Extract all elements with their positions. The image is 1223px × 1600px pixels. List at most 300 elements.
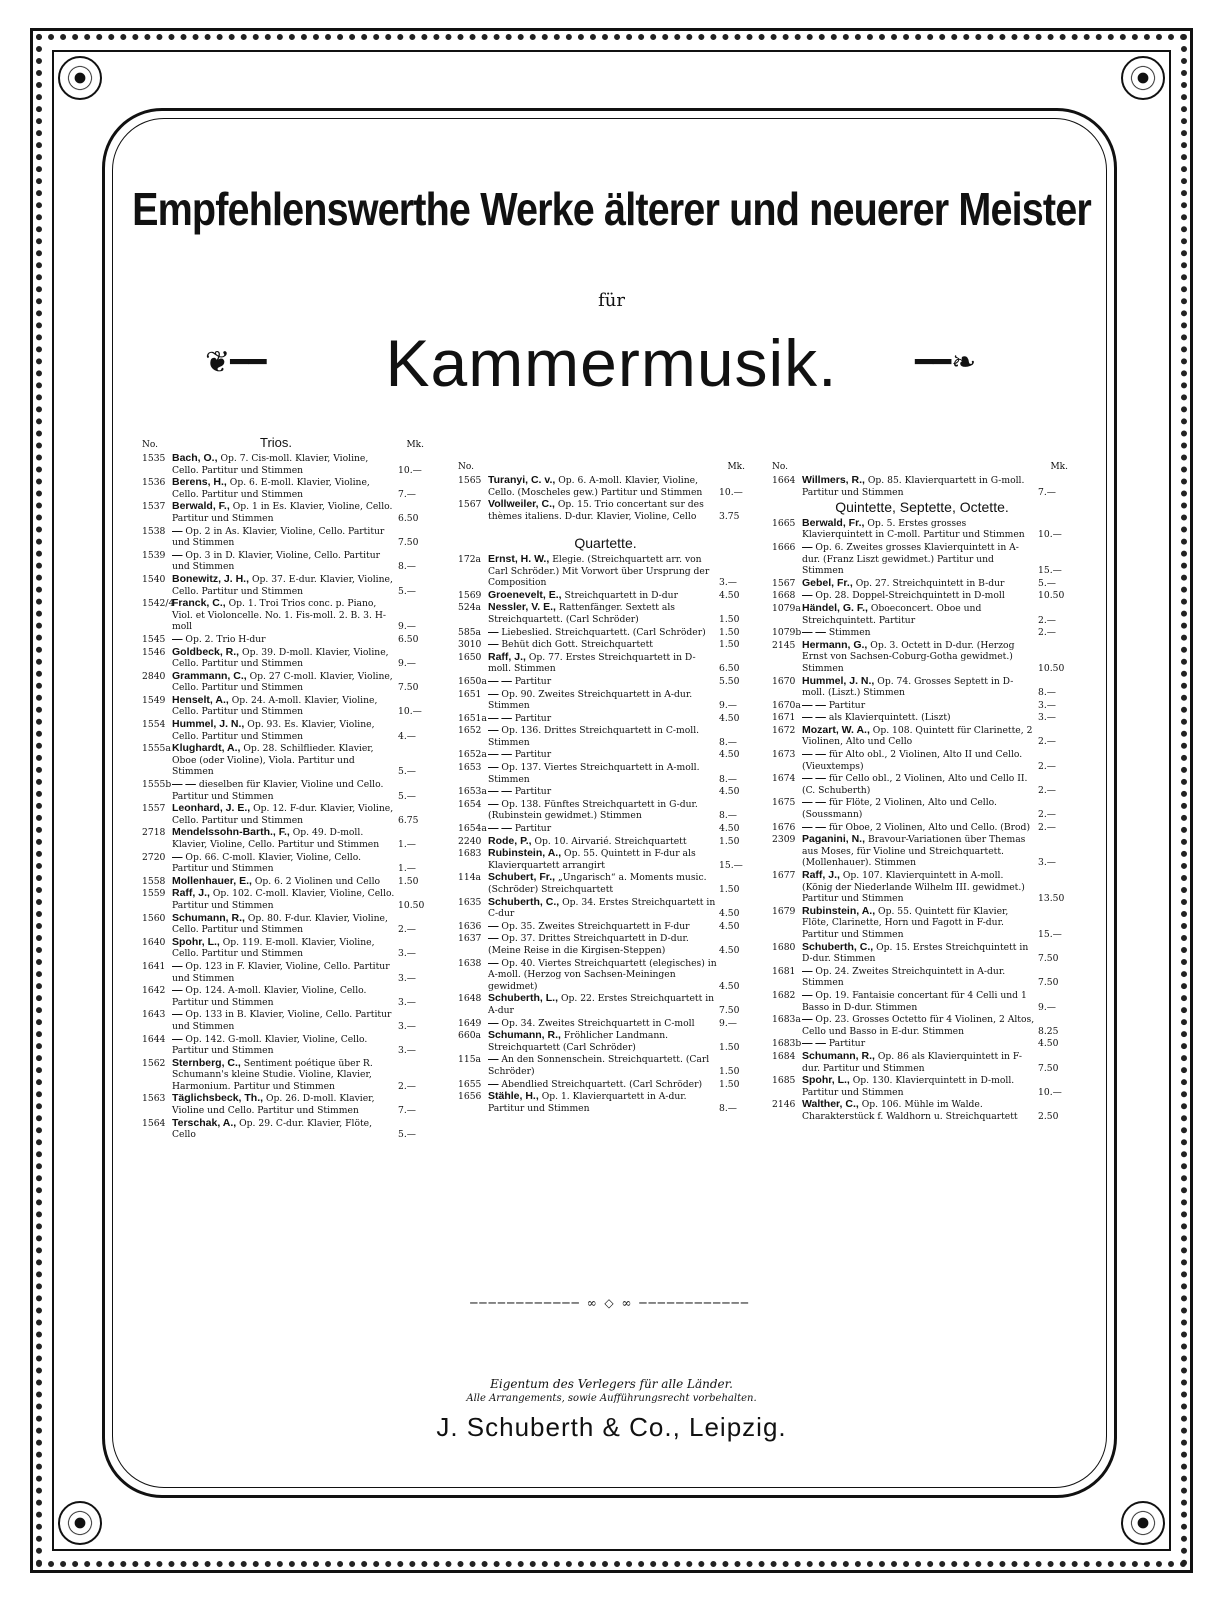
entry-number: 1549: [142, 694, 166, 706]
composer-name: —: [172, 959, 183, 972]
work-description: „Ungarisch“ a. Moments music. (Schröder) Streichquartett: [488, 872, 707, 895]
composer-name: Schumann, R.,: [802, 1049, 875, 1062]
price: 1.—: [398, 839, 416, 850]
price: 4.50: [719, 786, 740, 798]
catalog-entry: [772, 590, 1072, 602]
work-description: Op. 40. Viertes Streichquartett (elegisches) in A-moll. (Herzog von Sachsen-Meiningen gewidmet): [488, 957, 717, 992]
price: 2.—: [1038, 821, 1056, 833]
catalog-list: [458, 554, 753, 1114]
corner-rosette-icon: [58, 1501, 102, 1545]
entry-number: 1683b: [772, 1038, 802, 1050]
composer-name: Rode, P.,: [488, 834, 532, 847]
catalog-entry: [142, 1009, 432, 1032]
price: 10.—: [1038, 529, 1062, 541]
entry-number: 660a: [458, 1030, 482, 1042]
price: 1.50: [398, 875, 419, 887]
entry-number: 1670: [772, 675, 796, 687]
entry-number: 1641: [142, 960, 166, 972]
entry-number: 1677: [772, 870, 796, 881]
catalog-entry: [458, 1018, 753, 1030]
composer-name: —: [488, 1053, 499, 1066]
catalog-entry: [772, 906, 1072, 941]
floral-ornament-icon: ❦━━: [205, 345, 267, 380]
composer-name: —: [172, 1032, 183, 1045]
composer-name: Schuberth, L.,: [488, 992, 559, 1005]
entry-number: 2840: [142, 670, 166, 682]
price: 7.—: [398, 488, 416, 500]
price: 15.—: [719, 859, 743, 871]
composer-name: — —: [802, 748, 826, 761]
work-description: Op. 55. Quintett in F-dur als Klavierquartett arrangirt: [488, 848, 696, 871]
price: 1.—: [398, 863, 416, 875]
work-description: Op. 49. D-moll. Klavier, Violine, Cello. Partitur und Stimmen: [172, 827, 380, 850]
section-title: Quintette, Septette, Octette.: [835, 499, 1009, 516]
composer-name: — —: [802, 1037, 826, 1050]
price: 7.—: [398, 1105, 416, 1117]
composer-name: Vollweiler, C.,: [488, 498, 555, 511]
composer-name: Bonewitz, J. H.,: [172, 572, 250, 585]
work-description: Op. 34. Zweites Streichquartett in C-moll: [501, 1017, 695, 1029]
work-description: Op. 37. Drittes Streichquartett in D-dur. (Meine Reise in die Kirgisen-Steppen): [488, 933, 689, 956]
composer-name: — —: [802, 626, 826, 639]
composer-name: Gebel, Fr.,: [802, 576, 853, 589]
composer-name: Walther, C.,: [802, 1098, 859, 1111]
catalog-entry: [458, 921, 753, 933]
entry-number: 1649: [458, 1017, 482, 1029]
entry-number: 2309: [772, 834, 796, 846]
price: 10.—: [719, 486, 743, 498]
price: 1.50: [719, 835, 740, 847]
price: 10.50: [398, 899, 425, 911]
entry-number: 2145: [772, 639, 796, 651]
composer-name: Raff, J.,: [172, 887, 210, 900]
composer-name: —: [172, 984, 183, 997]
price: 2.—: [1038, 736, 1056, 748]
entry-number: 1558: [142, 875, 166, 887]
entry-number: 1654a: [458, 823, 487, 835]
catalog-entry: [142, 574, 432, 597]
work-description: Op. 108. Quintett für Clarinette, 2 Violinen, Alto und Cello: [802, 724, 1033, 748]
price: 5.—: [398, 585, 416, 597]
composer-name: — —: [488, 822, 512, 835]
price: 4.50: [719, 589, 740, 601]
price: 10.50: [1038, 590, 1065, 602]
catalog-entry: [772, 797, 1072, 820]
fuer-label: für: [598, 290, 625, 311]
work-description: Bravour-Variationen über Themas aus Moses, für Violine und Streichquartett. (Mollenhauer). Stimmen: [802, 834, 1026, 869]
composer-name: Leonhard, J. E.,: [172, 802, 251, 815]
composer-name: Henselt, A.,: [172, 693, 229, 706]
catalog-entry: [772, 1051, 1072, 1074]
work-description: Partitur: [514, 749, 552, 761]
catalog-entry: [458, 799, 753, 822]
composer-name: —: [488, 956, 499, 969]
entry-number: 2146: [772, 1099, 796, 1111]
work-description: Op. 39. D-moll. Klavier, Violine, Cello. Partitur und Stimmen: [172, 646, 389, 670]
work-description: Op. 24. Zweites Streichquintett in A-dur. Stimmen: [802, 965, 1006, 989]
composer-name: — —: [802, 772, 826, 785]
work-description: Op. 136. Drittes Streichquartett in C-moll. Stimmen: [488, 725, 700, 748]
composer-name: Rubinstein, A.,: [802, 904, 876, 917]
catalog-entry: [142, 634, 432, 646]
composer-name: Rubinstein, A.,: [488, 847, 562, 860]
price: 4.50: [719, 908, 740, 920]
catalog-entry: [142, 961, 432, 984]
catalog-entry: [458, 627, 753, 639]
price: 1.50: [719, 884, 740, 895]
composer-name: Schuberth, C.,: [488, 895, 560, 908]
catalog-entry: [458, 602, 753, 625]
entry-number: 1648: [458, 993, 482, 1005]
work-description: Op. 119. E-moll. Klavier, Violine, Cello. Partitur und Stimmen: [172, 936, 375, 960]
entry-number: 1567: [772, 577, 796, 589]
price: 9.—: [398, 621, 416, 633]
catalog-entry: [142, 1118, 432, 1141]
entry-number: 1079b: [772, 627, 802, 639]
composer-name: Grammann, C.,: [172, 669, 247, 682]
price: 7.50: [1038, 953, 1059, 965]
composer-name: Hermann, G.,: [802, 638, 868, 651]
catalog-entry: [458, 652, 753, 675]
entry-number: 1635: [458, 896, 482, 908]
entry-number: 1536: [142, 477, 166, 489]
catalog-entry: [142, 803, 432, 826]
entry-number: 1672: [772, 724, 796, 736]
work-description: Op. 1. Klavierquartett in A-dur. Partitur und Stimmen: [488, 1091, 687, 1114]
work-description: Op. 123 in F. Klavier, Violine, Cello. Partitur und Stimmen: [172, 960, 390, 984]
composer-name: —: [488, 724, 499, 737]
catalog-entry: [142, 827, 432, 850]
composer-name: — —: [488, 674, 512, 687]
composer-name: —: [802, 1013, 813, 1026]
price: 13.50: [1038, 893, 1065, 905]
price: 10.50: [1038, 662, 1065, 674]
entry-number: 1684: [772, 1050, 796, 1062]
catalog-entry: [772, 640, 1072, 675]
price: 9.—: [1038, 1001, 1056, 1013]
work-description: Op. 28. Doppel-Streichquintett in D-moll: [815, 590, 1005, 602]
entry-number: 172a: [458, 553, 482, 565]
entry-number: 1665: [772, 517, 796, 529]
work-description: Partitur: [514, 786, 552, 798]
work-description: Op. 1 in Es. Klavier, Violine, Cello. Partitur und Stimmen: [172, 501, 393, 524]
entry-number: 1545: [142, 633, 166, 645]
work-description: Stimmen: [828, 627, 871, 639]
composer-name: Willmers, R.,: [802, 474, 865, 486]
entry-number: 1679: [772, 905, 796, 917]
composer-name: Ernst, H. W.,: [488, 552, 550, 565]
catalog-entry: [142, 985, 432, 1008]
work-description: An den Sonnenschein. Streichquartett. (Carl Schröder): [488, 1054, 710, 1077]
work-description: Op. 37. E-dur. Klavier, Violine, Cello. Partitur und Stimmen: [172, 573, 393, 597]
corner-rosette-icon: [58, 56, 102, 100]
catalog-entry: [458, 1079, 753, 1091]
work-description: Op. 2 in As. Klavier, Violine, Cello. Partitur und Stimmen: [172, 525, 385, 549]
price: 3.—: [1038, 699, 1056, 711]
catalog-entry: [458, 689, 753, 712]
work-description: Op. 142. G-moll. Klavier, Violine, Cello. Partitur und Stimmen: [172, 1033, 368, 1057]
composer-name: —: [172, 548, 183, 561]
composer-name: Mozart, W. A.,: [802, 723, 870, 736]
work-description: Op. 2. Trio H-dur: [185, 633, 266, 645]
composer-name: Bach, O.,: [172, 452, 218, 464]
floral-ornament-icon: ━━❧: [915, 345, 977, 380]
price: 5.—: [398, 790, 416, 802]
price: 8.—: [1038, 687, 1056, 699]
section-title: Trios.: [260, 435, 293, 450]
price: 7.50: [1038, 977, 1059, 989]
work-description: Op. 15. Erstes Streichquintett in D-dur. Stimmen: [802, 941, 1029, 965]
work-description: Op. 85. Klavierquartett in G-moll. Partitur und Stimmen: [802, 475, 1025, 498]
composer-name: Paganini, N.,: [802, 833, 866, 846]
mk-label: Mk.: [727, 462, 745, 472]
catalog-entry: [458, 749, 753, 761]
catalog-entry: [142, 598, 432, 633]
catalog-entry: [458, 554, 753, 589]
column-trios: [142, 435, 432, 1142]
work-description: Op. 124. A-moll. Klavier, Violine, Cello. Partitur und Stimmen: [172, 985, 367, 1008]
price: 1.50: [719, 613, 740, 625]
price: 8.—: [719, 810, 737, 822]
work-description: Partitur: [514, 675, 552, 687]
price: 2.—: [1038, 784, 1056, 796]
catalog-entry: [142, 779, 432, 802]
entry-number: 1538: [142, 525, 166, 537]
price: 15.—: [1038, 928, 1062, 940]
catalog-entry: [458, 872, 753, 895]
work-description: Fröhlicher Landmann. Streichquartett (Carl Schröder): [488, 1030, 669, 1053]
work-description: Op. 26. D-moll. Klavier, Violine und Cello. Partitur und Stimmen: [172, 1093, 375, 1117]
catalog-entry: [772, 542, 1072, 577]
price: 2.50: [1038, 1110, 1059, 1122]
composer-name: —: [488, 1077, 499, 1090]
price: 2.—: [1038, 809, 1056, 821]
work-description: Rattenfänger. Sextett als Streichquartett. (Carl Schröder): [488, 602, 676, 625]
catalog-entry: [458, 762, 753, 785]
catalog-entry: [142, 647, 432, 670]
composer-name: —: [172, 524, 183, 537]
composer-name: —: [488, 638, 499, 651]
price: 4.50: [719, 712, 740, 724]
entry-number: 1668: [772, 590, 796, 602]
work-description: Op. 5. Erstes grosses Klavierquintett in C-moll. Partitur und Stimmen: [802, 517, 1025, 541]
entry-number: 3010: [458, 639, 482, 651]
price: 4.50: [719, 944, 740, 956]
price: 2.—: [1038, 760, 1056, 772]
entry-number: 1560: [142, 912, 166, 924]
work-description: Op. 1. Troi Trios conc. p. Piano, Viol. et Violoncelle. No. 1. Fis-moll. 2. B. 3. H-moll: [172, 598, 386, 633]
composer-name: Hummel, J. N.,: [802, 674, 875, 687]
entry-number: 1675: [772, 797, 796, 809]
work-description: Op. 34. Erstes Streichquartett in C-dur: [488, 896, 716, 920]
catalog-entry: [772, 1075, 1072, 1098]
catalog-entry: [772, 676, 1072, 699]
catalog-entry: [772, 518, 1072, 541]
entry-number: 1673: [772, 749, 796, 761]
work-description: für Oboe, 2 Violinen, Alto und Cello. (Brod): [828, 821, 1031, 833]
catalog-entry: [772, 834, 1072, 869]
entry-number: 1651: [458, 688, 482, 700]
catalog-entry: [142, 937, 432, 960]
catalog-entry: [142, 526, 432, 549]
entry-number: 1670a: [772, 699, 801, 711]
entry-number: 1636: [458, 920, 482, 932]
composer-name: —: [488, 625, 499, 638]
publisher-imprint: J. Schuberth & Co., Leipzig.: [436, 1412, 787, 1442]
entry-number: 1554: [142, 719, 166, 731]
work-description: Op. 6. A-moll. Klavier, Violine, Cello. (Moscheles gew.) Partitur und Stimmen: [488, 475, 703, 498]
composer-name: Spohr, L.,: [802, 1074, 850, 1087]
price: 8.—: [719, 773, 737, 785]
entry-number: 1653: [458, 762, 482, 774]
catalog-entry: [458, 897, 753, 920]
catalog-entry: [772, 1038, 1072, 1050]
entry-number: 1640: [142, 936, 166, 948]
price: 5.—: [398, 766, 416, 778]
price: 6.50: [398, 633, 419, 645]
composer-name: — —: [488, 711, 512, 724]
composer-name: — —: [488, 748, 512, 761]
no-label: No.: [458, 462, 474, 472]
catalog-list: [772, 518, 1072, 1123]
work-description: Op. 93. Es. Klavier, Violine, Cello. Partitur und Stimmen: [172, 719, 375, 742]
composer-name: Mollenhauer, E.,: [172, 874, 252, 887]
price: 3.—: [398, 1045, 416, 1057]
entry-number: 1664: [772, 475, 796, 486]
work-description: Op. 106. Mühle im Walde. Charakterstück f. Waldhorn u. Streichquartett: [802, 1099, 1018, 1122]
composer-name: Händel, G. F.,: [802, 601, 868, 614]
composer-name: — —: [802, 698, 826, 711]
catalog-entry: [458, 933, 753, 956]
section-title: Quartette.: [574, 535, 637, 552]
work-description: als Klavierquintett. (Liszt): [828, 712, 951, 724]
work-description: Op. 7. Cis-moll. Klavier, Violine, Cello. Partitur und Stimmen: [172, 453, 369, 476]
entry-number: 1654: [458, 798, 482, 810]
work-description: Op. 138. Fünftes Streichquartett in G-dur. (Rubinstein gewidmet.) Stimmen: [488, 798, 698, 822]
entry-number: 1650: [458, 651, 482, 663]
entry-number: 1563: [142, 1093, 166, 1105]
entry-number: 1653a: [458, 786, 487, 798]
composer-name: Hummel, J. N.,: [172, 718, 245, 731]
catalog-entry: [772, 1099, 1072, 1122]
price: 9.—: [398, 658, 416, 670]
entry-number: 585a: [458, 626, 482, 638]
catalog-list: [458, 475, 753, 522]
price: 1.50: [719, 1078, 740, 1090]
page-title: Empfehlenswerthe Werke älterer und neuerer Meister: [132, 183, 1091, 235]
composer-name: —: [488, 797, 499, 810]
price: 3.—: [398, 996, 416, 1008]
catalog-entry: [458, 475, 753, 498]
price: 1.50: [719, 639, 740, 651]
composer-name: Goldbeck, R.,: [172, 645, 240, 658]
work-description: Liebeslied. Streichquartett. (Carl Schröder): [501, 626, 706, 638]
catalog-entry: [142, 695, 432, 718]
price: 8.—: [719, 1102, 737, 1114]
work-description: Op. 27 C-moll. Klavier, Violine, Cello. Partitur und Stimmen: [172, 670, 393, 694]
catalog-entry: [458, 786, 753, 798]
price: 5.—: [1038, 577, 1056, 589]
composer-name: Turanyi, C. v.,: [488, 474, 556, 486]
work-description: Op. 3 in D. Klavier, Violine, Cello. Partitur und Stimmen: [172, 549, 381, 573]
price: 1.50: [719, 1041, 740, 1053]
catalog-entry: [772, 725, 1072, 748]
entry-number: 1650a: [458, 675, 487, 687]
work-description: Op. 137. Viertes Streichquartett in A-moll. Stimmen: [488, 762, 700, 785]
page-subtitle: Kammermusik.: [385, 326, 838, 400]
catalog-entry: [772, 475, 1072, 498]
composer-name: — —: [802, 796, 826, 809]
entry-number: 1537: [142, 501, 166, 513]
composer-name: —: [172, 1008, 183, 1021]
work-description: Op. 22. Erstes Streichquartett in A-dur: [488, 993, 715, 1016]
price: 4.—: [398, 730, 416, 742]
work-description: Op. 74. Grosses Septett in D-moll. (Liszt.) Stimmen: [802, 675, 1014, 699]
mk-label: Mk.: [406, 440, 424, 450]
composer-name: Spohr, L.,: [172, 935, 220, 948]
entry-number: 1638: [458, 957, 482, 969]
entry-number: 1637: [458, 933, 482, 945]
work-description: Partitur: [514, 712, 552, 724]
work-description: für Cello obl., 2 Violinen, Alto und Cello II. (C. Schuberth): [802, 773, 1028, 796]
composer-name: —: [488, 687, 499, 700]
rights-notice: Eigentum des Verlegers für alle Länder.: [490, 1377, 733, 1391]
catalog-entry: [142, 453, 432, 476]
price: 3.—: [398, 948, 416, 960]
entry-number: 1546: [142, 646, 166, 658]
no-label: No.: [142, 440, 158, 450]
entry-number: 1540: [142, 573, 166, 585]
entry-number: 2718: [142, 827, 166, 839]
composer-name: —: [172, 632, 183, 645]
composer-name: —: [802, 988, 813, 1001]
entry-number: 1666: [772, 541, 796, 553]
work-description: Op. 3. Octett in D-dur. (Herzog Ernst von Sachsen-Coburg-Gotha gewidmet.) Stimmen: [802, 639, 1015, 674]
entry-number: 1671: [772, 712, 796, 724]
entry-number: 1557: [142, 803, 166, 815]
catalog-entry: [772, 578, 1072, 590]
price: 4.50: [719, 749, 740, 761]
entry-number: 1559: [142, 888, 166, 900]
price: 6.50: [719, 663, 740, 675]
entry-number: 1555b: [142, 779, 172, 791]
composer-name: — —: [802, 711, 826, 724]
work-description: Op. 12. F-dur. Klavier, Violine, Cello. Partitur und Stimmen: [172, 803, 394, 826]
price: 8.—: [398, 561, 416, 573]
composer-name: Sternberg, C.,: [172, 1056, 241, 1069]
composer-name: — —: [802, 820, 826, 833]
price: 2.—: [1038, 614, 1056, 626]
work-description: Op. 6. E-moll. Klavier, Violine, Cello. Partitur und Stimmen: [172, 477, 370, 500]
composer-name: Schuberth, C.,: [802, 940, 874, 953]
work-description: Behüt dich Gott. Streichquartett: [501, 639, 653, 651]
entry-number: 2720: [142, 851, 166, 863]
composer-name: Raff, J.,: [488, 650, 526, 663]
entry-number: 1079a: [772, 602, 801, 614]
catalog-entry: [142, 671, 432, 694]
composer-name: — —: [172, 778, 196, 791]
composer-name: Groenevelt, E.,: [488, 588, 562, 601]
entry-number: 1680: [772, 941, 796, 953]
price: 3.—: [1038, 712, 1056, 724]
entry-number: 1676: [772, 821, 796, 833]
price: 10.—: [398, 464, 422, 476]
composer-name: —: [802, 964, 813, 977]
no-label: No.: [772, 462, 788, 472]
price: 3.—: [398, 972, 416, 984]
work-description: Sentiment poétique über R. Schumann's kleine Studie. Violine, Klavier, Harmonium. Partitur und Stimmen: [172, 1057, 373, 1092]
work-description: Op. 6. Zweites grosses Klavierquintett in A-dur. (Franz Liszt gewidmet.) Partitur und Stimmen: [802, 541, 1019, 577]
